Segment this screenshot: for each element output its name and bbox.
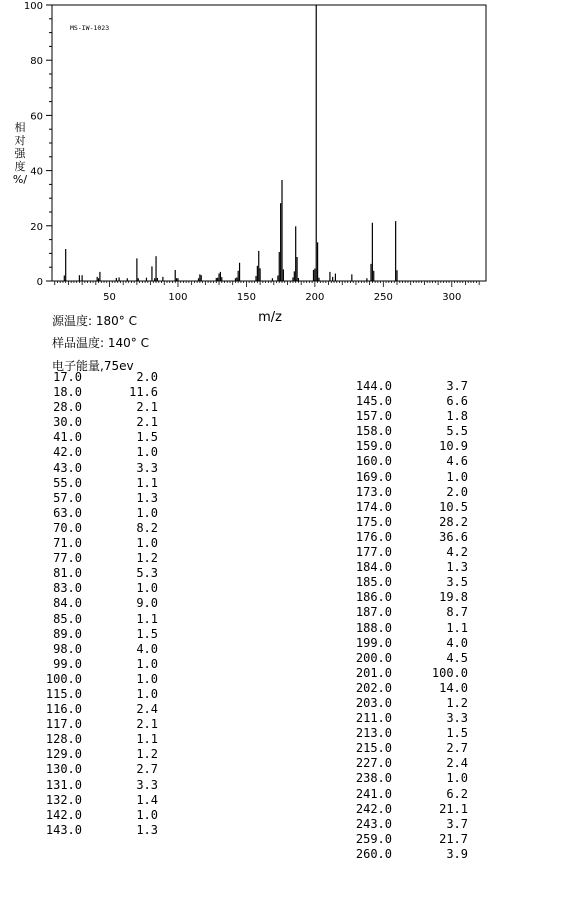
peak-mz: 238.0: [355, 771, 392, 786]
peak-row: [40, 491, 158, 506]
peak-abundance: 2.7: [136, 762, 158, 777]
peak-row: [350, 605, 468, 620]
peak-abundance: 6.6: [446, 394, 468, 409]
peak-row: [350, 485, 468, 500]
peak-row: [40, 385, 158, 400]
peak-row: [40, 400, 158, 415]
peak-mz: 145.0: [355, 394, 392, 409]
peak-row: [40, 778, 158, 793]
peak-abundance: 10.9: [439, 439, 468, 454]
peak-abundance: 3.3: [136, 777, 158, 792]
peak-abundance: 2.1: [136, 415, 158, 430]
peak-abundance: 1.8: [446, 409, 468, 424]
peak-row: [350, 500, 468, 515]
peak-mz: 242.0: [355, 801, 392, 816]
y-axis-label: %/: [12, 173, 28, 186]
peak-abundance: 1.4: [136, 792, 158, 807]
peak-mz: 142.0: [45, 807, 82, 822]
peak-mz: 211.0: [355, 711, 392, 726]
peak-row: [350, 726, 468, 741]
peak-abundance: 10.5: [439, 499, 468, 514]
peak-row: [350, 424, 468, 439]
peak-mz: 28.0: [53, 400, 82, 415]
y-tick-label: 40: [30, 166, 43, 178]
peak-abundance: 3.5: [446, 575, 468, 590]
peak-abundance: 4.0: [446, 635, 468, 650]
peak-row: [40, 415, 158, 430]
peak-mz: 129.0: [45, 747, 82, 762]
peak-mz: 158.0: [355, 424, 392, 439]
peak-mz: 63.0: [53, 505, 82, 520]
peak-abundance: 6.2: [446, 786, 468, 801]
peak-row: [40, 596, 158, 611]
peak-mz: 202.0: [355, 680, 392, 695]
peak-abundance: 4.5: [446, 650, 468, 665]
peak-abundance: 1.2: [446, 695, 468, 710]
peak-row: [40, 672, 158, 687]
peak-row: [350, 621, 468, 636]
peak-abundance: 1.0: [136, 581, 158, 596]
x-tick-label: 250: [373, 292, 393, 303]
peak-abundance: 28.2: [439, 514, 468, 529]
peak-mz: 188.0: [355, 620, 392, 635]
peak-row: [40, 717, 158, 732]
peak-row: [40, 445, 158, 460]
peak-abundance: 2.1: [136, 717, 158, 732]
peak-abundance: 1.2: [136, 551, 158, 566]
peak-table-left: [40, 370, 158, 838]
peak-mz: 77.0: [53, 551, 82, 566]
peak-row: [40, 612, 158, 627]
peak-row: [350, 515, 468, 530]
peak-mz: 57.0: [53, 490, 82, 505]
peak-abundance: 1.3: [136, 822, 158, 837]
peak-abundance: 11.6: [129, 385, 158, 400]
peak-mz: 259.0: [355, 831, 392, 846]
mass-spectrum-chart: [0, 0, 570, 330]
y-axis-label: 对: [14, 134, 26, 147]
peak-mz: 169.0: [355, 469, 392, 484]
peak-mz: 98.0: [53, 641, 82, 656]
peak-mz: 84.0: [53, 596, 82, 611]
peak-mz: 185.0: [355, 575, 392, 590]
peak-mz: 18.0: [53, 385, 82, 400]
peak-row: [350, 771, 468, 786]
x-tick-label: 100: [168, 292, 188, 303]
peak-mz: 144.0: [355, 379, 392, 393]
peak-mz: 89.0: [53, 626, 82, 641]
peak-abundance: 2.0: [446, 484, 468, 499]
peak-abundance: 3.3: [446, 711, 468, 726]
peak-row: [350, 590, 468, 605]
y-axis-label: 度: [14, 160, 26, 173]
peak-mz: 128.0: [45, 732, 82, 747]
x-tick-label: 50: [103, 292, 116, 303]
peak-mz: 132.0: [45, 792, 82, 807]
peak-abundance: 1.3: [446, 560, 468, 575]
peak-abundance: 3.9: [446, 846, 468, 861]
peak-abundance: 3.7: [446, 816, 468, 831]
x-tick-label: 300: [442, 292, 462, 303]
sample-temperature: 样品温度: 140° C: [52, 336, 149, 350]
peak-row: [350, 756, 468, 771]
peak-mz: 30.0: [53, 415, 82, 430]
peak-row: [350, 651, 468, 666]
peak-mz: 175.0: [355, 514, 392, 529]
peak-table-right: [350, 379, 468, 862]
peak-mz: 43.0: [53, 460, 82, 475]
peak-row: [350, 575, 468, 590]
peak-row: [350, 847, 468, 862]
peak-row: [40, 732, 158, 747]
peak-abundance: 1.2: [136, 747, 158, 762]
peak-abundance: 1.0: [136, 807, 158, 822]
peak-mz: 243.0: [355, 816, 392, 831]
peak-mz: 177.0: [355, 545, 392, 560]
peak-row: [350, 696, 468, 711]
peak-abundance: 4.6: [446, 454, 468, 469]
electron-energy: 电子能量,75ev: [52, 359, 134, 373]
peak-abundance: 1.5: [136, 626, 158, 641]
peak-abundance: 100.0: [431, 665, 468, 680]
peak-row: [350, 711, 468, 726]
peak-row: [350, 545, 468, 560]
peak-row: [40, 627, 158, 642]
peak-mz: 174.0: [355, 499, 392, 514]
peak-row: [350, 636, 468, 651]
peak-row: [40, 823, 158, 838]
spectrum-id-label: MS-IW-1023: [70, 24, 110, 32]
peak-abundance: 1.0: [136, 656, 158, 671]
x-axis-label: m/z: [258, 310, 282, 325]
peak-mz: 201.0: [355, 665, 392, 680]
peak-mz: 187.0: [355, 605, 392, 620]
peak-mz: 227.0: [355, 756, 392, 771]
x-tick-label: 200: [305, 292, 325, 303]
peak-row: [350, 666, 468, 681]
y-tick-label: 60: [30, 111, 43, 123]
peak-abundance: 5.5: [446, 424, 468, 439]
source-temperature: 源温度: 180° C: [52, 314, 137, 328]
peak-mz: 176.0: [355, 529, 392, 544]
peak-abundance: 4.0: [136, 641, 158, 656]
peak-abundance: 2.1: [136, 400, 158, 415]
peak-row: [40, 762, 158, 777]
y-axis-label: 相: [14, 121, 26, 134]
peak-row: [40, 370, 158, 385]
peak-abundance: 1.3: [136, 490, 158, 505]
peak-abundance: 3.3: [136, 460, 158, 475]
peak-mz: 160.0: [355, 454, 392, 469]
peak-abundance: 2.7: [446, 741, 468, 756]
peak-abundance: 3.7: [446, 379, 468, 393]
peak-mz: 157.0: [355, 409, 392, 424]
peak-row: [40, 793, 158, 808]
peak-row: [350, 470, 468, 485]
peak-row: [40, 808, 158, 823]
peak-row: [40, 430, 158, 445]
peak-row: [40, 461, 158, 476]
peak-mz: 41.0: [53, 430, 82, 445]
peak-row: [40, 521, 158, 536]
peak-row: [350, 530, 468, 545]
peak-abundance: 1.0: [136, 505, 158, 520]
peak-abundance: 1.0: [136, 686, 158, 701]
peak-abundance: 5.3: [136, 566, 158, 581]
peak-abundance: 1.1: [136, 732, 158, 747]
peak-mz: 186.0: [355, 590, 392, 605]
peak-mz: 17.0: [53, 370, 82, 384]
peak-mz: 130.0: [45, 762, 82, 777]
peak-mz: 213.0: [355, 726, 392, 741]
peak-abundance: 19.8: [439, 590, 468, 605]
peak-abundance: 1.1: [446, 620, 468, 635]
peak-abundance: 14.0: [439, 680, 468, 695]
peak-row: [350, 802, 468, 817]
peak-row: [350, 787, 468, 802]
peak-row: [40, 747, 158, 762]
peak-mz: 184.0: [355, 560, 392, 575]
x-tick-label: 150: [236, 292, 256, 303]
y-tick-label: 80: [30, 56, 43, 68]
peak-abundance: 21.7: [439, 831, 468, 846]
peak-abundance: 1.0: [136, 445, 158, 460]
peak-mz: 143.0: [45, 822, 82, 837]
peak-row: [350, 560, 468, 575]
peak-mz: 115.0: [45, 686, 82, 701]
peak-abundance: 21.1: [439, 801, 468, 816]
peak-mz: 81.0: [53, 566, 82, 581]
peak-row: [40, 687, 158, 702]
peak-mz: 85.0: [53, 611, 82, 626]
peak-mz: 173.0: [355, 484, 392, 499]
peak-row: [40, 476, 158, 491]
peak-abundance: 1.0: [446, 469, 468, 484]
peak-abundance: 1.0: [136, 536, 158, 551]
peak-row: [40, 642, 158, 657]
peak-mz: 200.0: [355, 650, 392, 665]
peak-mz: 55.0: [53, 475, 82, 490]
peak-mz: 83.0: [53, 581, 82, 596]
peak-row: [40, 657, 158, 672]
peak-mz: 70.0: [53, 520, 82, 535]
peak-abundance: 2.4: [136, 702, 158, 717]
peak-abundance: 1.5: [136, 430, 158, 445]
peak-abundance: 36.6: [439, 529, 468, 544]
peak-mz: 100.0: [45, 671, 82, 686]
peak-abundance: 4.2: [446, 545, 468, 560]
peak-mz: 71.0: [53, 536, 82, 551]
y-tick-label: 100: [23, 1, 43, 12]
peak-row: [40, 581, 158, 596]
peak-mz: 199.0: [355, 635, 392, 650]
peak-mz: 42.0: [53, 445, 82, 460]
peak-row: [40, 566, 158, 581]
peak-abundance: 9.0: [136, 596, 158, 611]
peak-row: [350, 379, 468, 394]
peak-row: [40, 506, 158, 521]
peak-abundance: 1.0: [136, 671, 158, 686]
peak-mz: 131.0: [45, 777, 82, 792]
peak-mz: 203.0: [355, 695, 392, 710]
peak-abundance: 1.1: [136, 475, 158, 490]
peak-mz: 99.0: [53, 656, 82, 671]
peak-abundance: 2.4: [446, 756, 468, 771]
peak-row: [350, 832, 468, 847]
peak-mz: 260.0: [355, 846, 392, 861]
peak-mz: 116.0: [45, 702, 82, 717]
peak-row: [40, 702, 158, 717]
peak-row: [350, 817, 468, 832]
peak-mz: 117.0: [45, 717, 82, 732]
peak-mz: 215.0: [355, 741, 392, 756]
y-tick-label: 0: [36, 277, 43, 288]
peak-abundance: 8.2: [136, 520, 158, 535]
peak-row: [350, 409, 468, 424]
peak-abundance: 8.7: [446, 605, 468, 620]
peak-row: [350, 454, 468, 469]
y-axis-label: 强: [14, 147, 26, 160]
peak-row: [350, 741, 468, 756]
peak-mz: 159.0: [355, 439, 392, 454]
peak-abundance: 1.1: [136, 611, 158, 626]
peak-row: [40, 536, 158, 551]
peak-abundance: 1.5: [446, 726, 468, 741]
peak-row: [350, 394, 468, 409]
plot-frame: [52, 5, 486, 281]
peak-row: [350, 439, 468, 454]
y-tick-label: 20: [30, 221, 43, 233]
peak-row: [350, 681, 468, 696]
peak-abundance: 2.0: [136, 370, 158, 384]
peak-mz: 241.0: [355, 786, 392, 801]
peak-abundance: 1.0: [446, 771, 468, 786]
peak-row: [40, 551, 158, 566]
